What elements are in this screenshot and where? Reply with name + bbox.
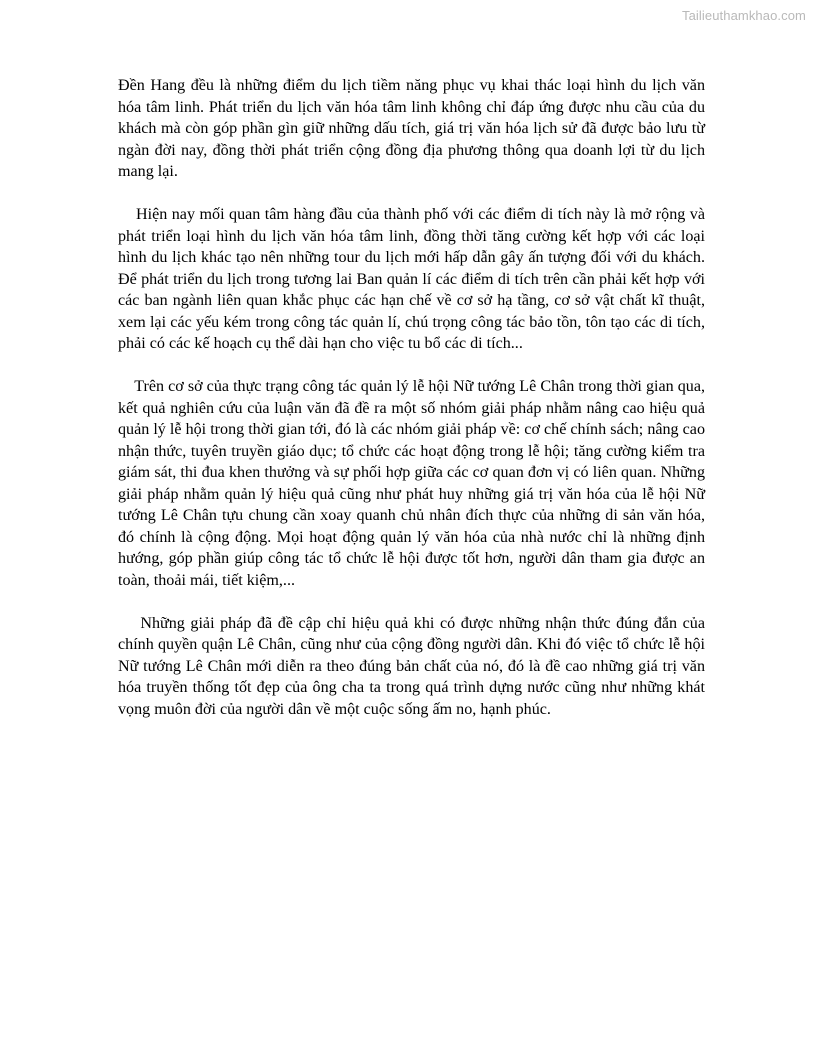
paragraph: Trên cơ sở của thực trạng công tác quản lý lễ hội Nữ tướng Lê Chân trong thời gian qua, kết quả nghiên cứu của luận văn đã đề ra một số nhóm giải pháp nhằm nâng cao hiệu quả quản lý lễ hội trong thời gian tới, đó là các nhóm giải pháp về: cơ chế chính sách; nâng cao nhận thức, tuyên truyền giáo dục; tổ chức các hoạt động trong lễ hội; tăng cường kiểm tra giám sát, thi đua khen thưởng và sự phối hợp giữa các cơ quan đơn vị có liên quan. Những giải pháp nhằm quản lý hiệu quả cũng như phát huy những giá trị văn hóa của lễ hội Nữ tướng Lê Chân tựu chung cần xoay quanh chủ nhân đích thực của những di sản văn hóa, đó chính là cộng động. Mọi hoạt động quản lý văn hóa của nhà nước chỉ là những định hướng, góp phần giúp công tác tổ chức lễ hội được tốt hơn, người dân tham gia được an toàn, thoải mái, tiết kiệm,... [118,378,705,589]
watermark: Tailieuthamkhao.com [681,8,806,23]
paragraph: Những giải pháp đã đề cập chỉ hiệu quả khi có được những nhận thức đúng đắn của chính quyền quận Lê Chân, cũng như của cộng đồng người dân. Khi đó việc tổ chức lễ hội Nữ tướng Lê Chân mới diễn ra theo đúng bản chất của nó, đó là đề cao những giá trị văn hóa truyền thống tốt đẹp của ông cha ta trong quá trình dựng nước cũng như những khát vọng muôn đời của người dân về một cuộc sống ấm no, hạnh phúc. [118,614,705,718]
paragraph: Đền Hang đều là những điểm du lịch tiềm năng phục vụ khai thác loại hình du lịch văn hóa tâm linh. Phát triển du lịch văn hóa tâm linh không chỉ đáp ứng được nhu cầu của du khách mà còn góp phần gìn giữ những dấu tích, giá trị văn hóa lịch sử đã được bảo lưu từ ngàn đời nay, đồng thời phát triển cộng đồng địa phương thông qua doanh lợi từ du lịch mang lại. [118,77,705,180]
document-body [118,75,705,742]
paragraph: Hiện nay mối quan tâm hàng đầu của thành phố với các điểm di tích này là mở rộng và phát triển loại hình du lịch văn hóa tâm linh, đồng thời tăng cường kết hợp với các loại hình du lịch khác tạo nên những tour du lịch mới hấp dẫn gây ấn tượng đối với du khách. Để phát triển du lịch trong tương lai Ban quản lí các điểm di tích trên cần phải kết hợp với các ban ngành liên quan khắc phục các hạn chế về cơ sở hạ tầng, cơ sở vật chất kĩ thuật, xem lại các yếu kém trong công tác quản lí, chú trọng công tác bảo tồn, tôn tạo các di tích, phải có các kế hoạch cụ thể dài hạn cho việc tu bổ các di tích... [118,206,705,352]
